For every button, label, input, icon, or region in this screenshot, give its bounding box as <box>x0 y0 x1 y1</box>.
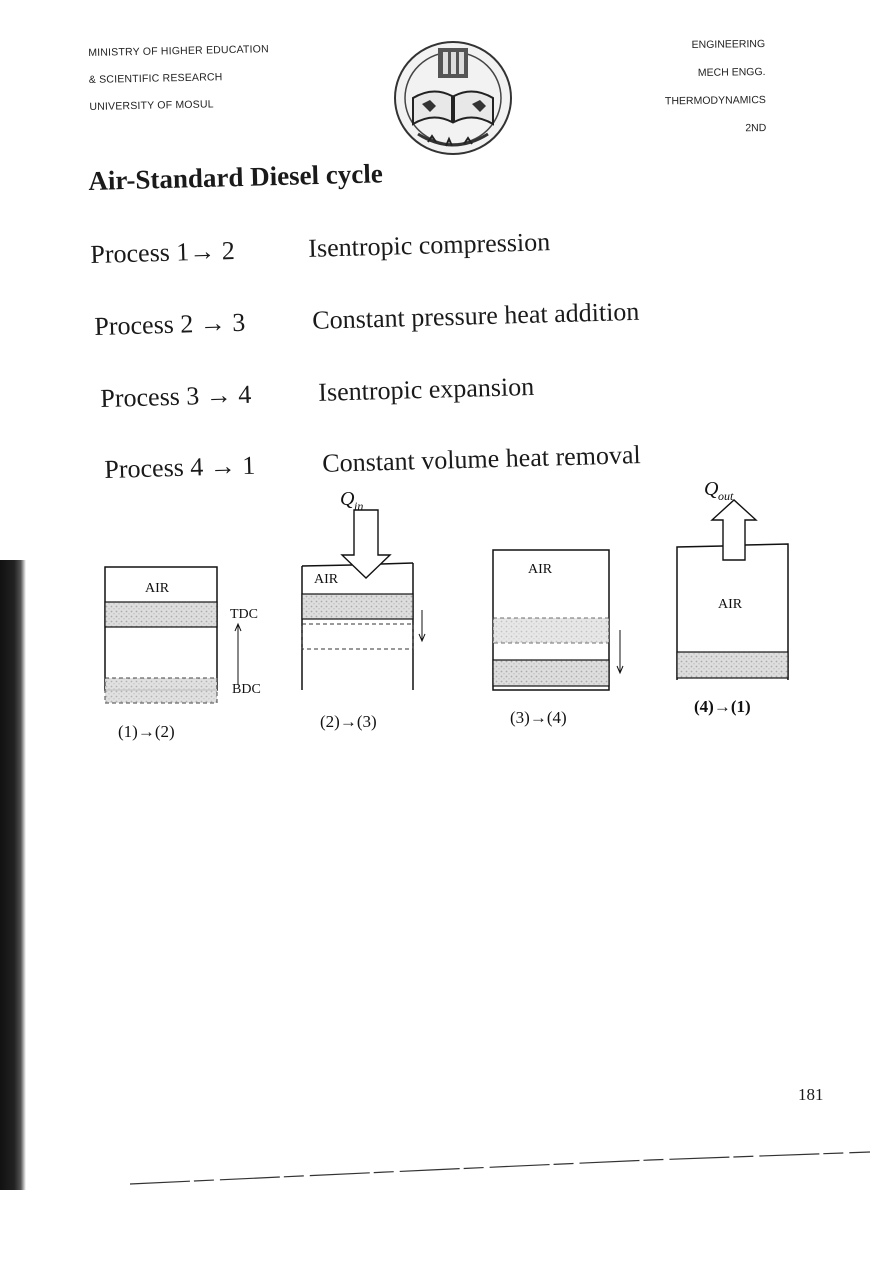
university-seal-logo <box>388 38 518 158</box>
header-subject: THERMODYNAMICS <box>664 93 767 108</box>
header-engineering: ENGINEERING <box>691 37 766 52</box>
tdc-label: TDC <box>230 607 258 622</box>
piston <box>493 660 609 686</box>
piston-bdc-position <box>105 678 217 703</box>
caption-3-4: (3)→(4) <box>510 708 567 727</box>
q-out-subscript: out <box>718 489 734 503</box>
header-ministry: MINISTRY OF HIGHER EDUCATION <box>88 43 269 59</box>
process-row-4 <box>104 440 642 485</box>
air-label: AIR <box>145 581 170 596</box>
piston <box>677 652 788 678</box>
piston-cylinder-diagram <box>90 478 810 760</box>
piston-start-position <box>493 618 609 643</box>
process-description: Constant pressure heat addition <box>311 296 640 335</box>
footer-rule <box>130 1148 870 1188</box>
process-label: Process 3 → 4 <box>100 379 252 413</box>
process-row-2 <box>94 296 640 342</box>
header-department: MECH ENGG. <box>697 65 766 79</box>
process-label: Process 2 → 3 <box>94 307 246 341</box>
process-description: Constant volume heat removal <box>321 440 642 478</box>
process-description: Isentropic compression <box>307 227 551 263</box>
cylinder-4 <box>677 478 788 716</box>
q-out-symbol: Q <box>704 478 719 500</box>
air-label: AIR <box>314 572 339 587</box>
cylinder-3 <box>493 550 623 727</box>
heat-in-arrow <box>342 510 390 578</box>
process-row-1 <box>90 227 551 270</box>
scan-shadow-edge <box>0 560 26 1190</box>
heat-out-arrow <box>712 500 756 560</box>
air-label: AIR <box>718 597 743 612</box>
q-in-symbol: Q <box>340 488 355 510</box>
bdc-label: BDC <box>232 682 261 697</box>
header-left <box>88 36 270 121</box>
caption-1-2: (1)→(2) <box>118 722 175 741</box>
header-year: 2ND <box>745 121 767 135</box>
piston <box>302 594 413 619</box>
process-description: Isentropic expansion <box>317 371 535 407</box>
header-right <box>664 30 766 143</box>
page-number: 181 <box>798 1085 824 1104</box>
caption-2-3: (2)→(3) <box>320 712 377 731</box>
cylinder-1 <box>105 567 261 741</box>
air-label: AIR <box>528 562 553 577</box>
piston <box>105 602 217 627</box>
cylinder-2 <box>302 488 425 731</box>
process-label: Process 4 → 1 <box>104 450 256 484</box>
caption-4-1: (4)→(1) <box>694 697 751 716</box>
q-in-subscript: in <box>354 499 364 513</box>
header-university: UNIVERSITY OF MOSUL <box>89 98 214 113</box>
process-row-3 <box>100 371 535 414</box>
process-label: Process 1→ 2 <box>90 235 236 269</box>
page-title: Air-Standard Diesel cycle <box>88 158 384 196</box>
piston-final-position <box>302 624 413 649</box>
header-research: & SCIENTIFIC RESEARCH <box>88 71 223 86</box>
